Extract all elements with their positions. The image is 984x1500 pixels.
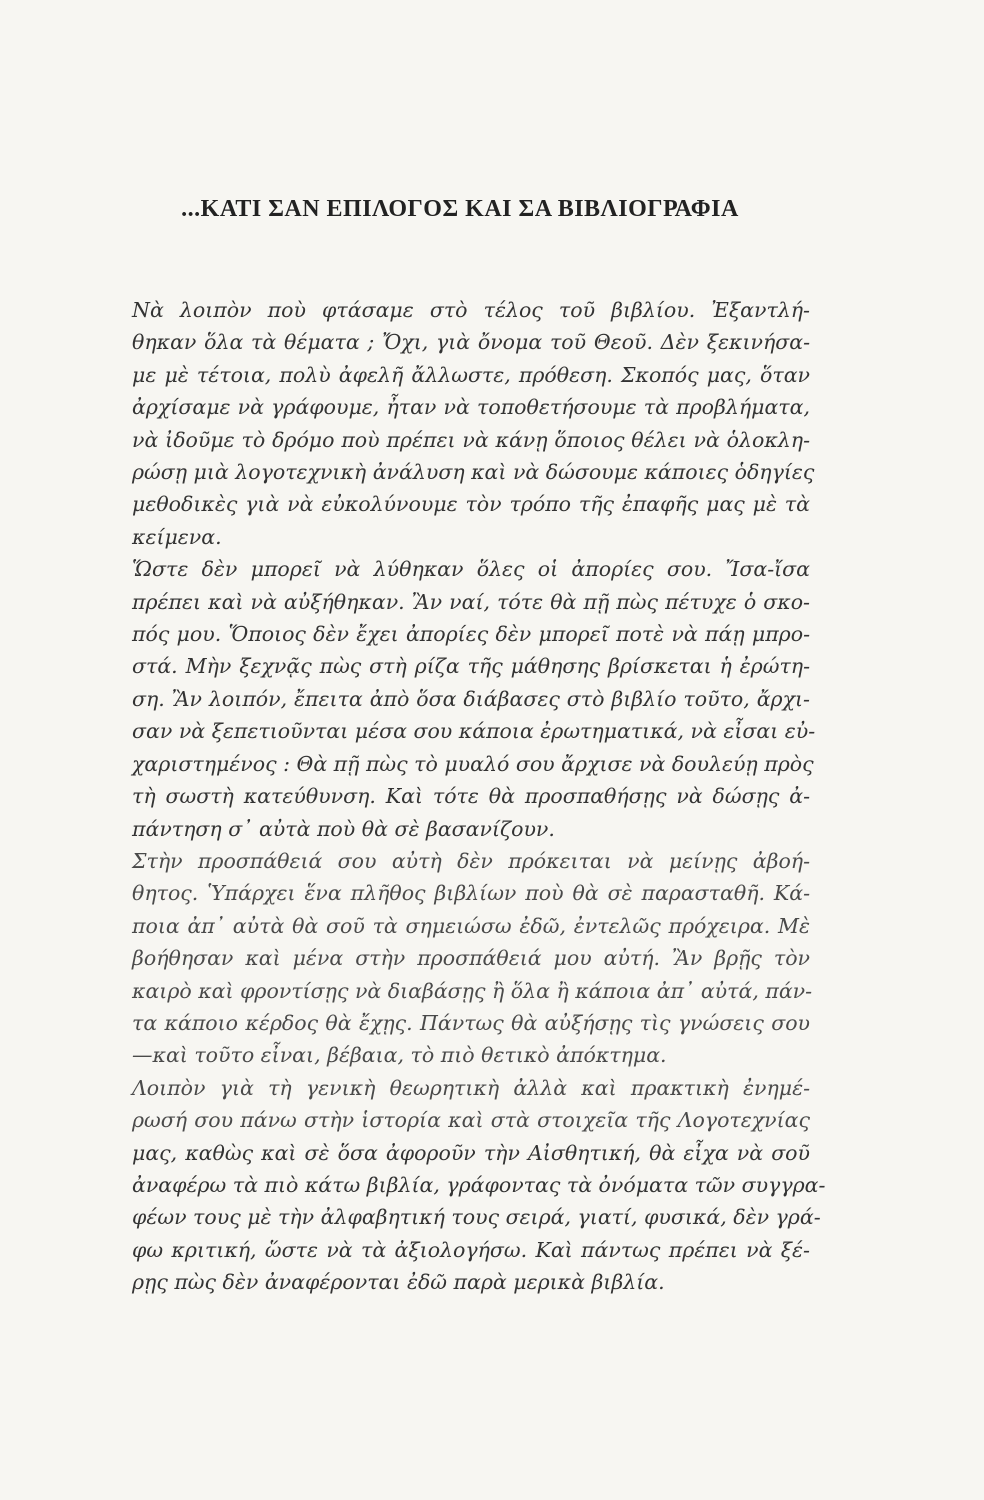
- text-line: πάντηση σ᾽ αὐτὰ ποὺ θὰ σὲ βασανίζουν.: [132, 816, 555, 841]
- text-line: πός μου. Ὅποιος δὲν ἔχει ἀπορίες δὲν μπορεῖ ποτὲ νὰ πάῃ μπρο-: [132, 622, 810, 647]
- text-line: φέων τους μὲ τὴν ἀλφαβητική τους σειρά, γιατί, φυσικά, δὲν γρά-: [132, 1205, 821, 1230]
- text-line: Ὥστε δὲν μπορεῖ νὰ λύθηκαν ὅλες οἱ ἀπορίες σου. Ἴσα-ἴσα: [132, 557, 810, 582]
- text-line: —καὶ τοῦτο εἶναι, βέβαια, τὸ πιὸ θετικὸ ἀπόκτημα.: [132, 1043, 667, 1068]
- text-line: ἀρχίσαμε νὰ γράφουμε, ἦταν νὰ τοποθετήσουμε τὰ προβλήματα,: [132, 395, 810, 420]
- text-line: θητος. Ὑπάρχει ἕνα πλῆθος βιβλίων ποὺ θὰ σὲ παρασταθῆ. Κά-: [132, 881, 810, 906]
- text-line: τα κάποιο κέρδος θὰ ἔχῃς. Πάντως θὰ αὐξήσῃς τὶς γνώσεις σου: [132, 1010, 810, 1035]
- text-line: νὰ ἰδοῦμε τὸ δρόμο ποὺ πρέπει νὰ κάνῃ ὅποιος θέλει νὰ ὁλοκλη-: [132, 427, 810, 452]
- text-line: στά. Μὴν ξεχνᾷς πὼς στὴ ρίζα τῆς μάθησης βρίσκεται ἡ ἐρώτη-: [132, 654, 810, 679]
- text-line: χαριστημένος : Θὰ πῇ πὼς τὸ μυαλό σου ἄρχισε νὰ δουλεύῃ πρὸς: [132, 751, 814, 776]
- chapter-heading: ...ΚΑΤΙ ΣΑΝ ΕΠΙΛΟΓΟΣ ΚΑΙ ΣΑ ΒΙΒΛΙΟΓΡΑΦΙΑ: [181, 196, 739, 222]
- text-line: Λοιπὸν γιὰ τὴ γενικὴ θεωρητικὴ ἀλλὰ καὶ πρακτικὴ ἐνημέ-: [132, 1075, 810, 1100]
- text-line: ση. Ἂν λοιπόν, ἔπειτα ἀπὸ ὅσα διάβασες στὸ βιβλίο τοῦτο, ἄρχι-: [132, 686, 810, 711]
- text-line: ρῃς πὼς δὲν ἀναφέρονται ἐδῶ παρὰ μερικὰ βιβλία.: [132, 1270, 665, 1295]
- text-line: κείμενα.: [132, 524, 222, 549]
- text-line: πρέπει καὶ νὰ αὐξήθηκαν. Ἂν ναί, τότε θὰ πῇ πὼς πέτυχε ὁ σκο-: [132, 589, 810, 614]
- text-line: καιρὸ καὶ φροντίσῃς νὰ διαβάσῃς ἢ ὅλα ἢ κάποια ἀπ᾽ αὐτά, πάν-: [132, 978, 813, 1003]
- text-line: ρώσῃ μιὰ λογοτεχνικὴ ἀνάλυση καὶ νὰ δώσουμε κάποιες ὁδηγίες: [132, 460, 815, 485]
- text-line: με μὲ τέτοια, πολὺ ἀφελῆ ἄλλωστε, πρόθεση. Σκοπός μας, ὅταν: [132, 362, 810, 387]
- text-line: θηκαν ὅλα τὰ θέματα ; Ὄχι, γιὰ ὄνομα τοῦ Θεοῦ. Δὲν ξεκινήσα-: [132, 330, 810, 355]
- body-text: [132, 294, 826, 1299]
- text-line: μας, καθὼς καὶ σὲ ὅσα ἀφοροῦν τὴν Αἰσθητική, θὰ εἶχα νὰ σοῦ: [132, 1140, 810, 1165]
- text-line: Στὴν προσπάθειά σου αὐτὴ δὲν πρόκειται νὰ μείνῃς ἀβοή-: [132, 848, 810, 873]
- text-line: ποια ἀπ᾽ αὐτὰ θὰ σοῦ τὰ σημειώσω ἐδῶ, ἐντελῶς πρόχειρα. Μὲ: [132, 913, 810, 938]
- text-line: Νὰ λοιπὸν ποὺ φτάσαμε στὸ τέλος τοῦ βιβλίου. Ἐξαντλή-: [132, 298, 810, 322]
- text-line: φω κριτική, ὥστε νὰ τὰ ἀξιολογήσω. Καὶ πάντως πρέπει νὰ ξέ-: [132, 1237, 810, 1262]
- text-line: σαν νὰ ξεπετιοῦνται μέσα σου κάποια ἐρωτηματικά, νὰ εἶσαι εὐ-: [132, 719, 816, 744]
- text-line: ρωσή σου πάνω στὴν ἱστορία καὶ στὰ στοιχεῖα τῆς Λογοτεχνίας: [132, 1108, 810, 1133]
- text-line: τὴ σωστὴ κατεύθυνση. Καὶ τότε θὰ προσπαθήσῃς νὰ δώσῃς ἀ-: [132, 784, 810, 809]
- text-line: ἀναφέρω τὰ πιὸ κάτω βιβλία, γράφοντας τὰ ὀνόματα τῶν συγγρα-: [132, 1172, 826, 1197]
- text-line: βοήθησαν καὶ μένα στὴν προσπάθειά μου αὐτή. Ἂν βρῇς τὸν: [132, 946, 810, 971]
- text-line: μεθοδικὲς γιὰ νὰ εὐκολύνουμε τὸν τρόπο τῆς ἐπαφῆς μας μὲ τὰ: [132, 492, 810, 517]
